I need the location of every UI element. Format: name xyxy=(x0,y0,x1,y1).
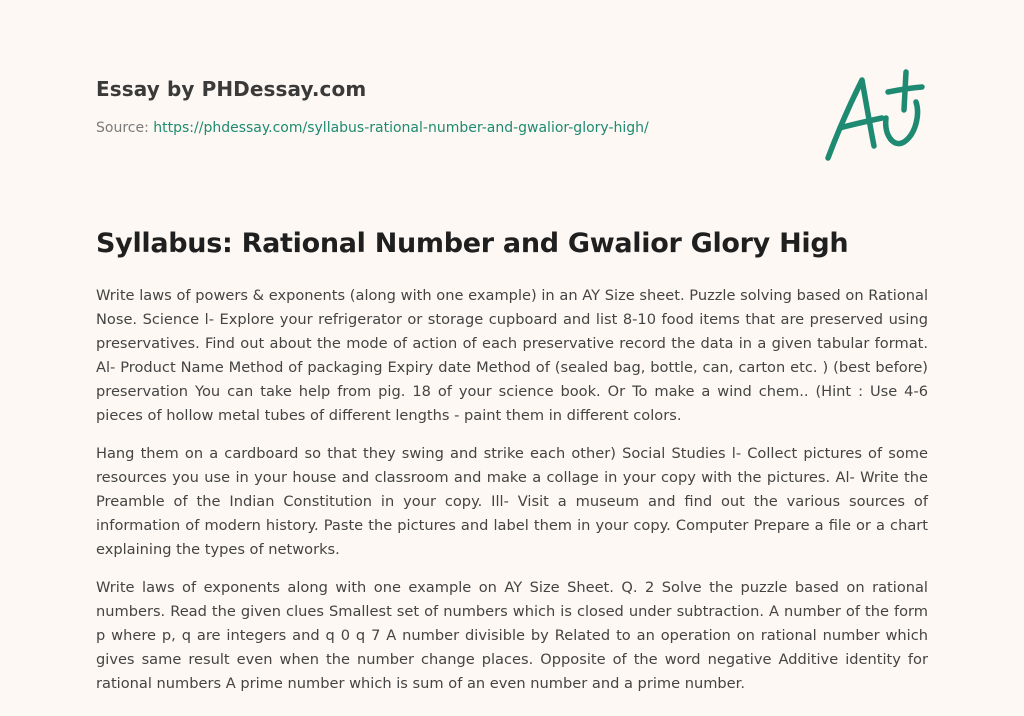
source-line xyxy=(96,118,796,138)
brand-title: Essay by PHDessay.com xyxy=(96,77,367,101)
header xyxy=(96,74,796,138)
paragraph: Hang them on a cardboard so that they swing and strike each other) Social Studies l- Collect pictures of some resources you use in your house and classroom and make a collage in your copy with the pictures. Al- Write the Preamble of the Indian Constitution in your copy. Ill- Visit a museum and find out the various sources of information of modern history. Paste the pictures and label them in your copy. Computer Prepare a file or a chart explaining the types of networks. xyxy=(96,445,928,558)
paragraph: Write laws of exponents along with one example on AY Size Sheet. Q. 2 Solve the puzzle based on rational numbers. Read the given clues Smallest set of numbers which is closed under subtraction. A number of the form p where p, q are integers and q 0 q 7 A number divisible by Related to an operation on rational number which gives same result even when the number change places. Opposite of the word negative Additive identity for rational numbers A prime number which is sum of an even number and a prime number. xyxy=(96,579,928,692)
source-label: Source: xyxy=(96,120,154,136)
source-link[interactable]: https://phdessay.com/syllabus-rational-number-and-gwalior-glory-high/ xyxy=(153,120,649,136)
article-title: Syllabus: Rational Number and Gwalior Glory High xyxy=(96,228,849,259)
article-body xyxy=(96,284,928,710)
a-plus-logo-icon xyxy=(818,66,928,166)
paragraph: Write laws of powers & exponents (along with one example) in an AY Size sheet. Puzzle solving based on Rational Nose. Science l- Explore your refrigerator or storage cupboard and list 8-10 food items that are preserved using preservatives. Find out about the mode of action of each preservative record the data in a given tabular format. Al- Product Name Method of packaging Expiry date Method of (sealed bag, bottle, can, carton etc. ) (best before) preservation You can take help from pig. 18 of your science book. Or To make a wind chem.. (Hint : Use 4-6 pieces of hollow metal tubes of different lengths - paint them in different colors. xyxy=(96,287,928,424)
